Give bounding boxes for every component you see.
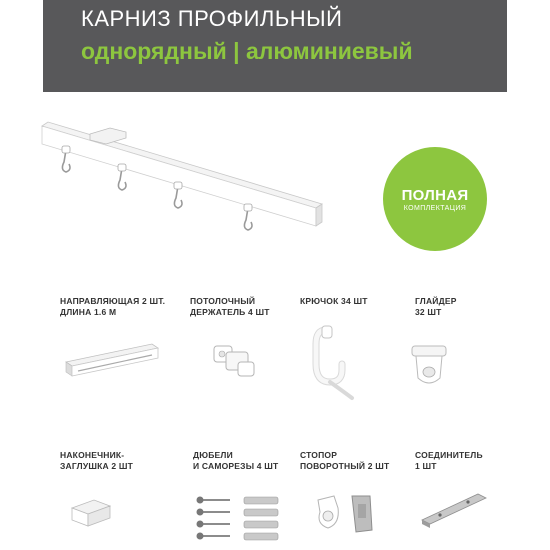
component-label-ceiling-holder: ПОТОЛОЧНЫЙ ДЕРЖАТЕЛЬ 4 ШТ [190,296,270,317]
full-kit-badge: ПОЛНАЯ КОМПЛЕКТАЦИЯ [383,147,487,251]
component-label-rail: НАПРАВЛЯЮЩАЯ 2 ШТ. ДЛИНА 1.6 М [60,296,166,317]
component-label-dowels: ДЮБЕЛИ И САМОРЕЗЫ 4 ШТ [193,450,279,471]
product-title: КАРНИЗ ПРОФИЛЬНЫЙ [81,6,343,31]
stopper-icon [312,490,378,538]
component-label-connector: СОЕДИНИТЕЛЬ 1 ШТ [415,450,483,471]
component-label-stopper: СТОПОР ПОВОРОТНЫЙ 2 ШТ [300,450,390,471]
title-banner [43,0,507,92]
curtain-rail-image [40,108,340,258]
product-subtitle: однорядный | алюминиевый [81,38,413,64]
dowels-screws-icon [190,492,286,548]
component-label-glider: ГЛАЙДЕР 32 ШТ [415,296,457,317]
rail-profile-icon [62,338,160,382]
component-label-end-cap: НАКОНЕЧНИК- ЗАГЛУШКА 2 ШТ [60,450,133,471]
glider-icon [408,342,450,390]
connector-icon [418,488,490,534]
ceiling-holder-icon [208,340,262,382]
component-label-hook: КРЮЧОК 34 ШТ [300,296,368,306]
end-cap-icon [66,494,116,530]
hook-icon [308,324,356,404]
